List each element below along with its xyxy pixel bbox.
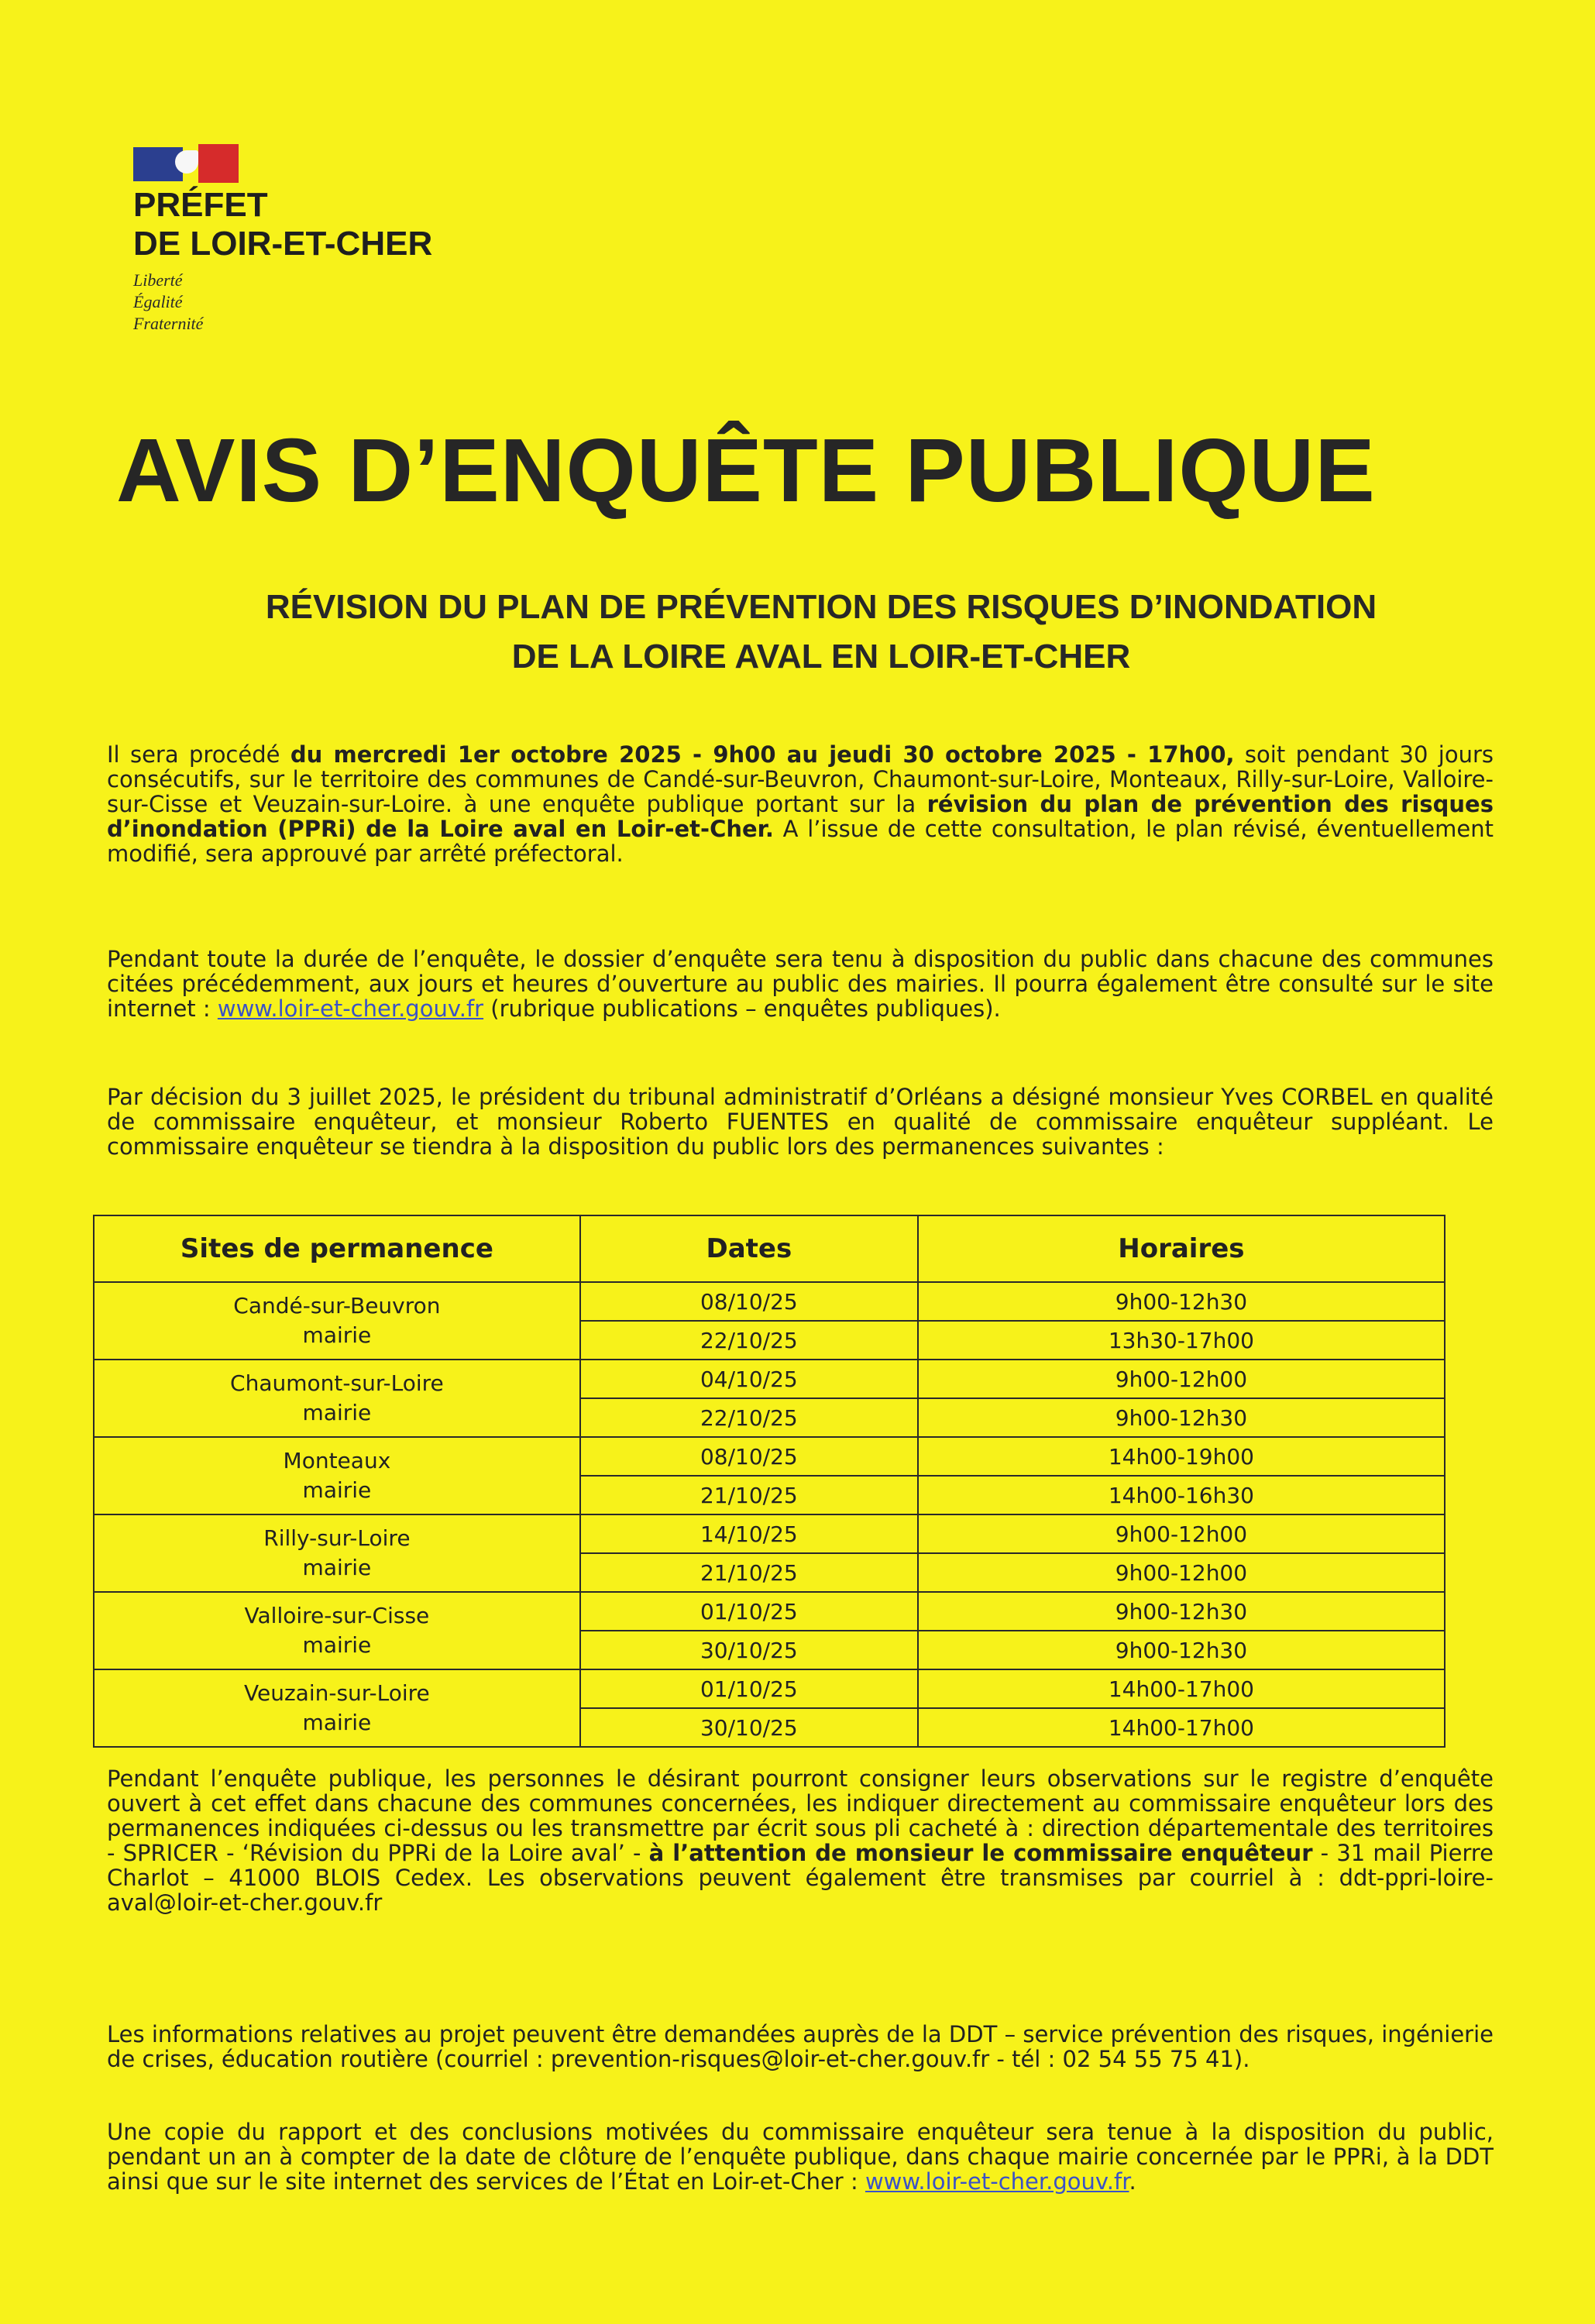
prefet-line-2: DE LOIR-ET-CHER <box>133 225 433 263</box>
date-cell: 30/10/25 <box>580 1631 918 1669</box>
table-row <box>94 1360 1445 1398</box>
prefet-line-1: PRÉFET <box>133 186 268 224</box>
subtitle <box>124 583 1518 682</box>
hours-cell: 14h00-19h00 <box>918 1437 1445 1476</box>
para4-attention: à l’attention de monsieur le commissaire enquêteur <box>648 1840 1313 1866</box>
date-cell: 04/10/25 <box>580 1360 918 1398</box>
para2-text-1: Pendant toute la durée de l’enquête, le dossier d’enquête sera tenu à disposition du public dans chacune des communes citées précédemment, aux jours et heures d’ouverture au public des mairies. Il pourra également être consulté sur le site internet : <box>107 946 1494 1022</box>
site-sub: mairie <box>302 1477 372 1503</box>
para6-text-2: . <box>1129 2168 1136 2195</box>
hours-cell: 9h00-12h00 <box>918 1514 1445 1553</box>
date-cell: 01/10/25 <box>580 1592 918 1631</box>
para1-text-3: A l’issue de cette consultation, le plan révisé, éventuellement modifié, sera approuvé par arrêté préfectoral. <box>107 816 1494 867</box>
site-cell <box>94 1360 580 1437</box>
hours-cell: 9h00-12h30 <box>918 1398 1445 1437</box>
devise-liberte: Liberté <box>133 270 183 290</box>
hours-cell: 14h00-17h00 <box>918 1669 1445 1708</box>
table-row <box>94 1437 1445 1476</box>
date-cell: 08/10/25 <box>580 1437 918 1476</box>
date-cell: 21/10/25 <box>580 1553 918 1592</box>
site-sub: mairie <box>302 1322 372 1348</box>
para1-text-2: soit pendant 30 jours consécutifs, sur le territoire des communes de Candé-sur-Beuvron, Chaumont-sur-Loire, Monteaux, Rilly-sur-Loire, Valloire-sur-Cisse et Veuzain-sur-Loire. à une enquête publique portant sur la <box>107 741 1494 817</box>
paragraph-dossier <box>107 947 1494 1021</box>
header-horaires: Horaires <box>918 1215 1445 1282</box>
table-row <box>94 1282 1445 1321</box>
hours-cell: 14h00-16h30 <box>918 1476 1445 1514</box>
site-name: Monteaux <box>283 1448 391 1473</box>
site-name: Veuzain-sur-Loire <box>244 1680 430 1706</box>
devise <box>133 270 432 335</box>
site-name: Rilly-sur-Loire <box>263 1525 411 1551</box>
date-cell: 22/10/25 <box>580 1398 918 1437</box>
marianne-flag-icon <box>133 144 239 183</box>
site-sub: mairie <box>302 1555 372 1580</box>
website-link-2[interactable]: www.loir-et-cher.gouv.fr <box>865 2168 1129 2195</box>
hours-cell: 9h00-12h30 <box>918 1631 1445 1669</box>
para1-dates: du mercredi 1er octobre 2025 - 9h00 au jeudi 30 octobre 2025 - 17h00, <box>290 741 1235 768</box>
paragraph-dates <box>107 742 1494 866</box>
hours-cell: 14h00-17h00 <box>918 1708 1445 1747</box>
site-sub: mairie <box>302 1632 372 1658</box>
date-cell: 14/10/25 <box>580 1514 918 1553</box>
page-title: AVIS D’ENQUÊTE PUBLIQUE <box>116 420 1376 521</box>
table-row <box>94 1592 1445 1631</box>
para4-text-2: - 31 mail Pierre Charlot – 41000 BLOIS Cedex. Les observations peuvent également être transmises par courriel à : ddt-ppri-loire-aval@loir-et-cher.gouv.fr <box>107 1840 1494 1916</box>
date-cell: 08/10/25 <box>580 1282 918 1321</box>
devise-egalite: Égalité <box>133 292 183 311</box>
hours-cell: 9h00-12h00 <box>918 1553 1445 1592</box>
para4-text-1: Pendant l’enquête publique, les personnes le désirant pourront consigner leurs observations sur le registre d’enquête ouvert à cet effet dans chacune des communes concernées, les indiquer directement au commissaire enquêteur lors des permanences indiquées ci-dessus ou les transmettre par écrit sous pli cacheté à : direction départementale des territoires - SPRICER - ‘Révision du PPRi de la Loire aval’ - <box>107 1765 1494 1866</box>
site-cell <box>94 1282 580 1360</box>
paragraph-rapport <box>107 2119 1494 2194</box>
date-cell: 30/10/25 <box>580 1708 918 1747</box>
devise-fraternite: Fraternité <box>133 314 204 333</box>
para2-text-2: (rubrique publications – enquêtes publiques). <box>483 995 1001 1022</box>
subtitle-line-2: DE LA LOIRE AVAL EN LOIR-ET-CHER <box>511 638 1131 676</box>
subtitle-line-1: RÉVISION DU PLAN DE PRÉVENTION DES RISQUES D’INONDATION <box>265 588 1377 626</box>
site-name: Chaumont-sur-Loire <box>230 1370 444 1396</box>
header-sites: Sites de permanence <box>94 1215 580 1282</box>
site-cell <box>94 1437 580 1514</box>
website-link[interactable]: www.loir-et-cher.gouv.fr <box>217 995 484 1022</box>
paragraph-commissaire: Par décision du 3 juillet 2025, le président du tribunal administratif d’Orléans a désigné monsieur Yves CORBEL en qualité de commissaire enquêteur, et monsieur Roberto FUENTES en qualité de commissaire enquêteur suppléant. Le commissaire enquêteur se tiendra à la disposition du public lors des permanences suivantes : <box>107 1084 1494 1160</box>
hours-cell: 9h00-12h30 <box>918 1282 1445 1321</box>
para1-text-1: Il sera procédé <box>107 741 290 768</box>
paragraph-observations <box>107 1766 1494 1915</box>
date-cell: 22/10/25 <box>580 1321 918 1360</box>
permanence-table <box>93 1215 1445 1748</box>
site-name: Valloire-sur-Cisse <box>244 1603 430 1628</box>
paragraph-informations: Les informations relatives au projet peuvent être demandées auprès de la DDT – service prévention des risques, ingénierie de crises, éducation routière (courriel : prevention-risques@loir-et-cher.gouv.fr - tél : 02 54 55 75 41). <box>107 2021 1494 2072</box>
date-cell: 21/10/25 <box>580 1476 918 1514</box>
site-name: Candé-sur-Beuvron <box>233 1293 441 1318</box>
hours-cell: 9h00-12h30 <box>918 1592 1445 1631</box>
para1-subject: révision du plan de prévention des risques d’inondation (PPRi) de la Loire aval en Loir-et-Cher. <box>107 791 1494 842</box>
prefecture-logo <box>133 144 432 335</box>
date-cell: 01/10/25 <box>580 1669 918 1708</box>
site-cell <box>94 1669 580 1747</box>
para6-text-1: Une copie du rapport et des conclusions motivées du commissaire enquêteur sera tenue à la disposition du public, pendant un an à compter de la date de clôture de l’enquête publique, dans chaque mairie concernée par le PPRi, à la DDT ainsi que sur le site internet des services de l’État en Loir-et-Cher : <box>107 2119 1494 2195</box>
table-body <box>94 1282 1445 1747</box>
header-dates: Dates <box>580 1215 918 1282</box>
table-row <box>94 1514 1445 1553</box>
site-sub: mairie <box>302 1710 372 1735</box>
table-header-row <box>94 1215 1445 1282</box>
site-cell <box>94 1514 580 1592</box>
site-cell <box>94 1592 580 1669</box>
hours-cell: 13h30-17h00 <box>918 1321 1445 1360</box>
table-row <box>94 1669 1445 1708</box>
hours-cell: 9h00-12h00 <box>918 1360 1445 1398</box>
site-sub: mairie <box>302 1400 372 1425</box>
